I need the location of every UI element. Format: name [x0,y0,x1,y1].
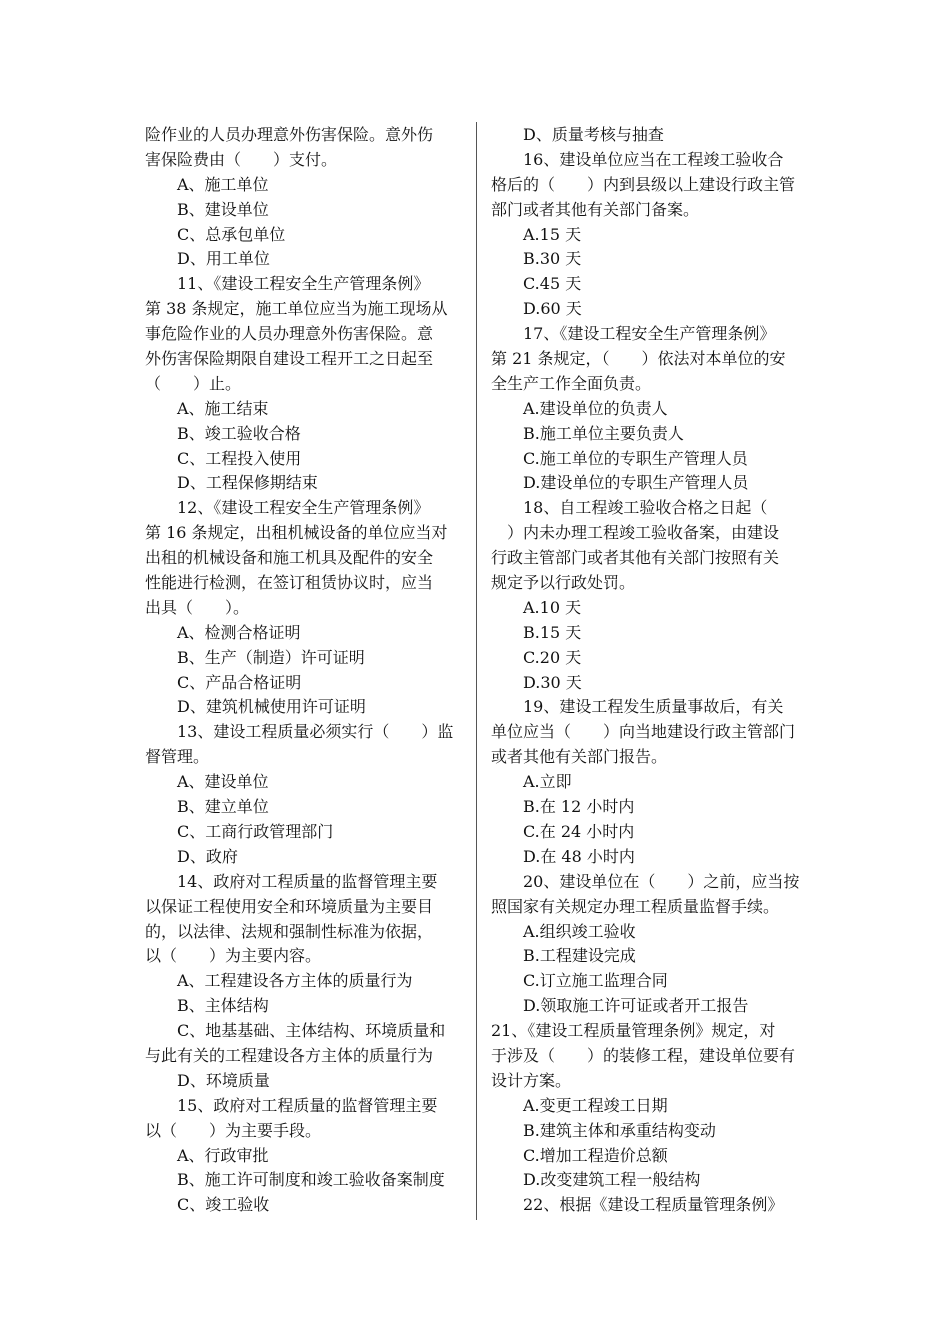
answer-option: A、工程建设各方主体的质量行为 [177,971,413,991]
text-line: 性能进行检测，在签订租赁协议时，应当 [145,573,434,593]
text-line: 出具（ ）。 [145,597,250,617]
answer-option: A.10 天 [523,597,582,617]
answer-option: B、建立单位 [177,797,269,817]
answer-option: A.15 天 [523,224,582,244]
text-line: 单位应当（ ）向当地建设行政主管部门 [491,722,796,742]
text-line: 以保证工程使用安全和环境质量为主要目 [145,896,434,916]
question-line: 11、《建设工程安全生产管理条例》 [177,274,430,294]
answer-option: C.施工单位的专职生产管理人员 [523,448,748,468]
text-line: 的，以法律、法规和强制性标准为依据， [145,921,434,941]
answer-option: A、施工结束 [177,398,269,418]
answer-option: A、检测合格证明 [177,622,301,642]
text-line: 害保险费由（ ）支付。 [145,149,338,169]
text-line: 出租的机械设备和施工机具及配件的安全 [145,548,434,568]
answer-option: C.增加工程造价总额 [523,1145,668,1165]
answer-option: A.建设单位的负责人 [523,398,668,418]
question-line: 16、建设单位应当在工程竣工验收合 [523,149,784,169]
right-text-column [491,123,809,1218]
answer-option: B、主体结构 [177,996,269,1016]
answer-option: C、工程投入使用 [177,448,302,468]
column-divider [476,122,477,1220]
answer-option: B、竣工验收合格 [177,423,301,443]
text-line: 督管理。 [145,747,210,767]
question-line: 15、政府对工程质量的监督管理主要 [177,1095,438,1115]
text-line: 规定予以行政处罚。 [491,573,636,593]
answer-option: C.在 24 小时内 [523,821,635,841]
text-line: 第 16 条规定，出租机械设备的单位应当对 [145,523,448,543]
answer-option: D.改变建筑工程一般结构 [523,1170,701,1190]
text-line: 照国家有关规定办理工程质量监督手续。 [491,896,780,916]
text-line: 险作业的人员办理意外伤害保险。意外伤 [145,125,434,144]
answer-option: D.领取施工许可证或者开工报告 [523,996,749,1016]
text-line: 以（ ）为主要手段。 [145,1120,322,1140]
answer-option: A.变更工程竣工日期 [523,1095,668,1115]
text-line: 全生产工作全面负责。 [491,373,652,393]
answer-option: D、工程保修期结束 [177,473,318,493]
answer-option: B.工程建设完成 [523,946,636,966]
answer-option: C.45 天 [523,274,582,294]
answer-option: D、环境质量 [177,1070,270,1090]
answer-option: B.在 12 小时内 [523,797,635,817]
text-line: 行政主管部门或者其他有关部门按照有关 [491,548,780,568]
answer-option: A、建设单位 [177,772,269,792]
question-line: 12、《建设工程安全生产管理条例》 [177,498,430,518]
text-line: 与此有关的工程建设各方主体的质量行为 [145,1045,434,1065]
answer-option: B、施工许可制度和竣工验收备案制度 [177,1170,445,1190]
left-text-column [145,123,463,1218]
answer-option: B.建筑主体和承重结构变动 [523,1120,716,1140]
answer-option: B、建设单位 [177,199,269,219]
text-line: 第 21 条规定，（ ）依法对本单位的安 [491,349,786,369]
text-line: 以（ ）为主要内容。 [145,946,322,966]
answer-option: A.组织竣工验收 [523,921,636,941]
answer-option: A、施工单位 [177,174,269,194]
answer-option: D、用工单位 [177,249,270,269]
answer-option: C、产品合格证明 [177,672,302,692]
answer-option: D.在 48 小时内 [523,846,635,866]
question-line: 13、建设工程质量必须实行（ ）监 [177,722,454,742]
question-line: 22、根据《建设工程质量管理条例》 [523,1195,784,1215]
answer-option: C、工商行政管理部门 [177,821,334,841]
answer-option: C.20 天 [523,647,582,667]
answer-option: A、行政审批 [177,1145,269,1165]
answer-option: A.立即 [523,772,572,792]
text-line: 第 38 条规定，施工单位应当为施工现场从 [145,299,448,319]
answer-option: D.建设单位的专职生产管理人员 [523,473,749,493]
answer-option: C、竣工验收 [177,1195,270,1215]
answer-option: B.施工单位主要负责人 [523,423,684,443]
text-line: （ ）止。 [145,373,242,393]
question-line: 19、建设工程发生质量事故后，有关 [523,697,784,717]
answer-option: B.30 天 [523,249,582,269]
answer-option: C、总承包单位 [177,224,286,244]
question-line: 20、建设单位在（ ）之前，应当按 [523,871,800,891]
answer-option: C、地基基础、主体结构、环境质量和 [177,1021,446,1041]
text-line: ）内未办理工程竣工验收备案，由建设 [491,523,780,543]
text-line: 于涉及（ ）的装修工程，建设单位要有 [491,1045,796,1065]
text-line: 设计方案。 [491,1070,572,1090]
text-line: 事危险作业的人员办理意外伤害保险。意 [145,324,434,344]
question-line: 14、政府对工程质量的监督管理主要 [177,871,438,891]
text-line: 21、《建设工程质量管理条例》规定，对 [491,1021,776,1041]
text-line: 格后的（ ）内到县级以上建设行政主管 [491,174,796,194]
answer-option: B、生产（制造）许可证明 [177,647,365,667]
question-line: 18、自工程竣工验收合格之日起（ [523,498,768,518]
answer-option: D.60 天 [523,299,582,319]
question-line: 17、《建设工程安全生产管理条例》 [523,324,776,344]
text-line: 部门或者其他有关部门备案。 [491,199,700,219]
answer-option: D、政府 [177,846,238,866]
answer-option: C.订立施工监理合同 [523,971,668,991]
answer-option: D、质量考核与抽查 [523,125,664,144]
answer-option: D.30 天 [523,672,582,692]
answer-option: B.15 天 [523,622,582,642]
text-line: 外伤害保险期限自建设工程开工之日起至 [145,349,434,369]
answer-option: D、建筑机械使用许可证明 [177,697,366,717]
text-line: 或者其他有关部门报告。 [491,747,668,767]
